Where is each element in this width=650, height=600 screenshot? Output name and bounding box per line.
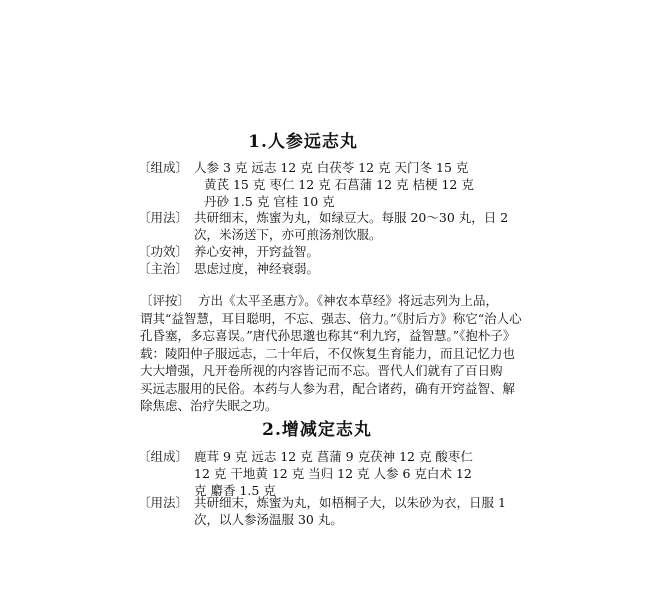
s1-indication-text: 思虑过度，神经衰弱。 (194, 261, 320, 276)
s1-commentary-line-4: 载：陵阳仲子服远志，二十年后，不仅恢复生育能力，而且记忆力也 (140, 345, 516, 361)
s1-usage-line-2: 次，米汤送下，亦可煎汤剂饮服。 (194, 227, 382, 242)
section-1-title: 1.人参远志丸 (248, 132, 358, 152)
s1-commentary-line-2: 谓其“益智慧，耳目聪明，不忘、强志、倍力。”《肘后方》称它“治人心 (140, 310, 522, 326)
s1-usage-line-1: 共研细末，炼蜜为丸，如绿豆大。每服 20～30 丸，日 2 (194, 210, 509, 225)
s1-effect-label: 〔功效〕 (138, 244, 189, 259)
s1-composition-line-3: 丹砂 1.5 克 官桂 10 克 (204, 194, 335, 209)
s1-commentary-line-7: 除焦虑、治疗失眠之功。 (140, 398, 278, 413)
s2-composition-content (194, 449, 473, 500)
s1-commentary (140, 292, 522, 415)
s1-commentary-line-5: 大大增强，凡开卷所视的内容皆记而不忘。晋代人们就有了百日购 (140, 363, 503, 378)
s1-indication-label: 〔主治〕 (138, 261, 189, 276)
s1-commentary-label: 〔评按〕 (140, 293, 191, 308)
s2-composition-line-1: 鹿茸 9 克 远志 12 克 菖蒲 9 克茯神 12 克 酸枣仁 (194, 449, 473, 464)
s1-composition-content (194, 160, 474, 211)
s1-commentary-line-1 (140, 292, 510, 310)
s1-composition-line-1: 人参 3 克 远志 12 克 白茯苓 12 克 天门冬 15 克 (194, 160, 469, 175)
s2-usage-line-2: 次，以人参汤温服 30 丸。 (194, 512, 343, 527)
s1-composition-label: 〔组成〕 (138, 160, 189, 175)
s2-composition-line-2: 12 克 干地黄 12 克 当归 12 克 人参 6 克白术 12 (194, 466, 472, 481)
s1-commentary-line-6: 买远志服用的民俗。本药与人参为君，配合诸药，确有开窍益智、解 (140, 380, 516, 396)
s1-commentary-text-1: 方出《太平圣惠方》。《神农本草经》将远志列为上品， (197, 293, 498, 308)
s1-usage-label: 〔用法〕 (138, 210, 189, 225)
s2-composition-line-3: 克 麝香 1.5 克 (194, 483, 276, 498)
s1-commentary-line-3: 孔昏塞，多忘喜误。”唐代孙思邈也称其“利九窍，益智慧。”《抱朴子》 (140, 328, 516, 343)
s2-usage-line-1: 共研细末，炼蜜为丸，如梧桐子大，以朱砂为衣，日服 1 (194, 495, 506, 510)
s2-composition-label: 〔组成〕 (138, 449, 189, 464)
s2-usage-content (194, 495, 506, 529)
s1-effect-text: 养心安神，开窍益智。 (194, 244, 320, 259)
s1-usage-content (194, 210, 508, 244)
s1-composition-line-2: 黄芪 15 克 枣仁 12 克 石菖蒲 12 克 桔梗 12 克 (204, 177, 474, 192)
section-2-title: 2.增减定志丸 (262, 420, 372, 440)
s2-usage-label: 〔用法〕 (138, 495, 189, 510)
